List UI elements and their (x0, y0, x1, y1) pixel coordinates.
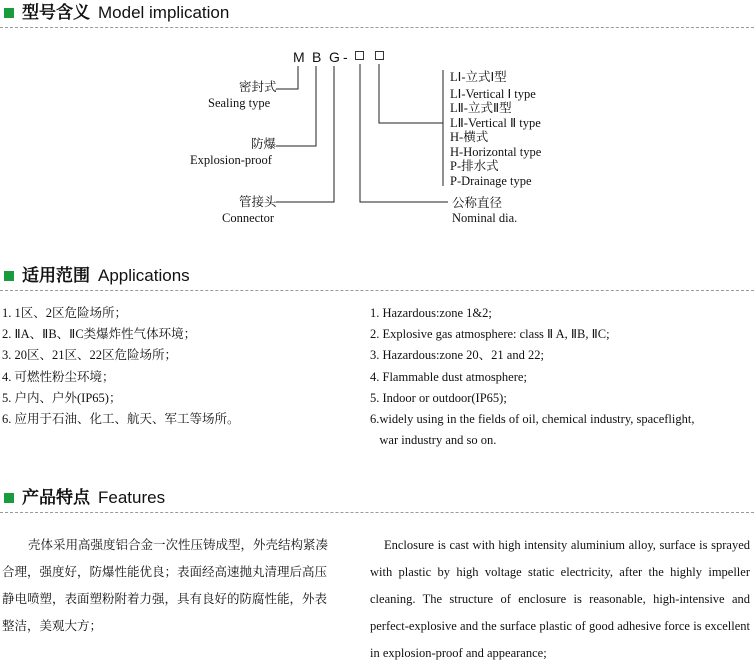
list-item: 6. 应用于石油、化工、航天、军工等场所。 (2, 411, 240, 426)
section-header-applications (0, 265, 754, 291)
list-item: 5. 户内、户外(IP65)； (2, 390, 122, 405)
type-line: LⅡ-立式Ⅱ型 (450, 101, 512, 115)
list-item: war industry and so on. (370, 433, 497, 448)
line-type (379, 64, 443, 123)
type-line: LⅠ-立式Ⅰ型 (450, 70, 507, 84)
line-sealing (276, 66, 298, 89)
label-nominal-cn: 公称直径 (452, 196, 503, 210)
model-letter: G (329, 49, 340, 65)
list-item: 4. 可燃性粉尘环境； (2, 369, 115, 384)
label-explosion-en: Explosion-proof (190, 153, 272, 167)
type-line: LⅠ-Vertical Ⅰ type (450, 87, 536, 101)
section-title: 型号含义 Model implication (22, 3, 230, 22)
list-item: 3. Hazardous:zone 20、21 and 22; (370, 348, 544, 363)
applications-cn-list (2, 303, 240, 430)
type-line: P-排水式 (450, 159, 499, 173)
list-item: 2. ⅡA、ⅡB、ⅡC类爆炸性气体环境； (2, 327, 197, 342)
type-line: P-Drainage type (450, 174, 532, 188)
label-connector-cn: 管接头 (239, 195, 277, 209)
label-explosion-cn: 防爆 (251, 137, 277, 151)
type-line: H-Horizontal type (450, 145, 542, 159)
green-square-icon (4, 493, 14, 503)
section-header-features (0, 487, 754, 513)
list-item: 2. Explosive gas atmosphere: class Ⅱ A, ⅡB, ⅡC; (370, 327, 610, 342)
label-nominal-en: Nominal dia. (452, 211, 518, 225)
line-explosion (276, 66, 316, 146)
line-nominal (360, 64, 448, 202)
label-connector-en: Connector (222, 211, 275, 225)
model-letter: B (312, 49, 322, 65)
label-sealing-en: Sealing type (208, 96, 271, 110)
divider (0, 290, 754, 291)
divider (0, 512, 754, 513)
type-line: LⅡ-Vertical Ⅱ type (450, 116, 541, 130)
applications-en-list (370, 303, 694, 451)
connector-lines (0, 0, 754, 240)
list-item: 3. 20区、21区、22区危险场所； (2, 348, 178, 363)
section-title: 适用范围 Applications (22, 266, 190, 285)
section-title: 产品特点 Features (22, 488, 166, 507)
line-connector (276, 66, 334, 202)
type-line: H-横式 (450, 130, 489, 144)
list-item: 1. 1区、2区危险场所； (2, 306, 128, 320)
features-cn-paragraph: 壳体采用高强度铝合金一次性压铸成型，外壳结构紧凑合理，强度好，防爆性能优良；表面经高速抛丸清理后高压静电喷塑，表面塑粉附着力强，具有良好的防腐性能，外表整洁，美观大方； (2, 538, 329, 633)
label-sealing-cn: 密封式 (239, 80, 277, 94)
list-item: 4. Flammable dust atmosphere; (370, 369, 527, 384)
list-item: 5. Indoor or outdoor(IP65); (370, 390, 507, 405)
model-dash: - (343, 49, 348, 65)
list-item: 1. Hazardous:zone 1&2; (370, 306, 492, 320)
list-item: 6.widely using in the fields of oil, chemical industry, spaceflight, (370, 411, 695, 426)
features-en-paragraph: Enclosure is cast with high intensity aluminium alloy, surface is sprayed with plastic by high voltage static electricity, after the highly impeller cleaning. The structure of enclosure is reasonable, high-intensive and perfect-explosive and the surface plastic of good adhesive force is excellent in explosion-proof and appearance; (370, 538, 750, 660)
green-square-icon (4, 271, 14, 281)
model-letter: M (293, 49, 305, 65)
